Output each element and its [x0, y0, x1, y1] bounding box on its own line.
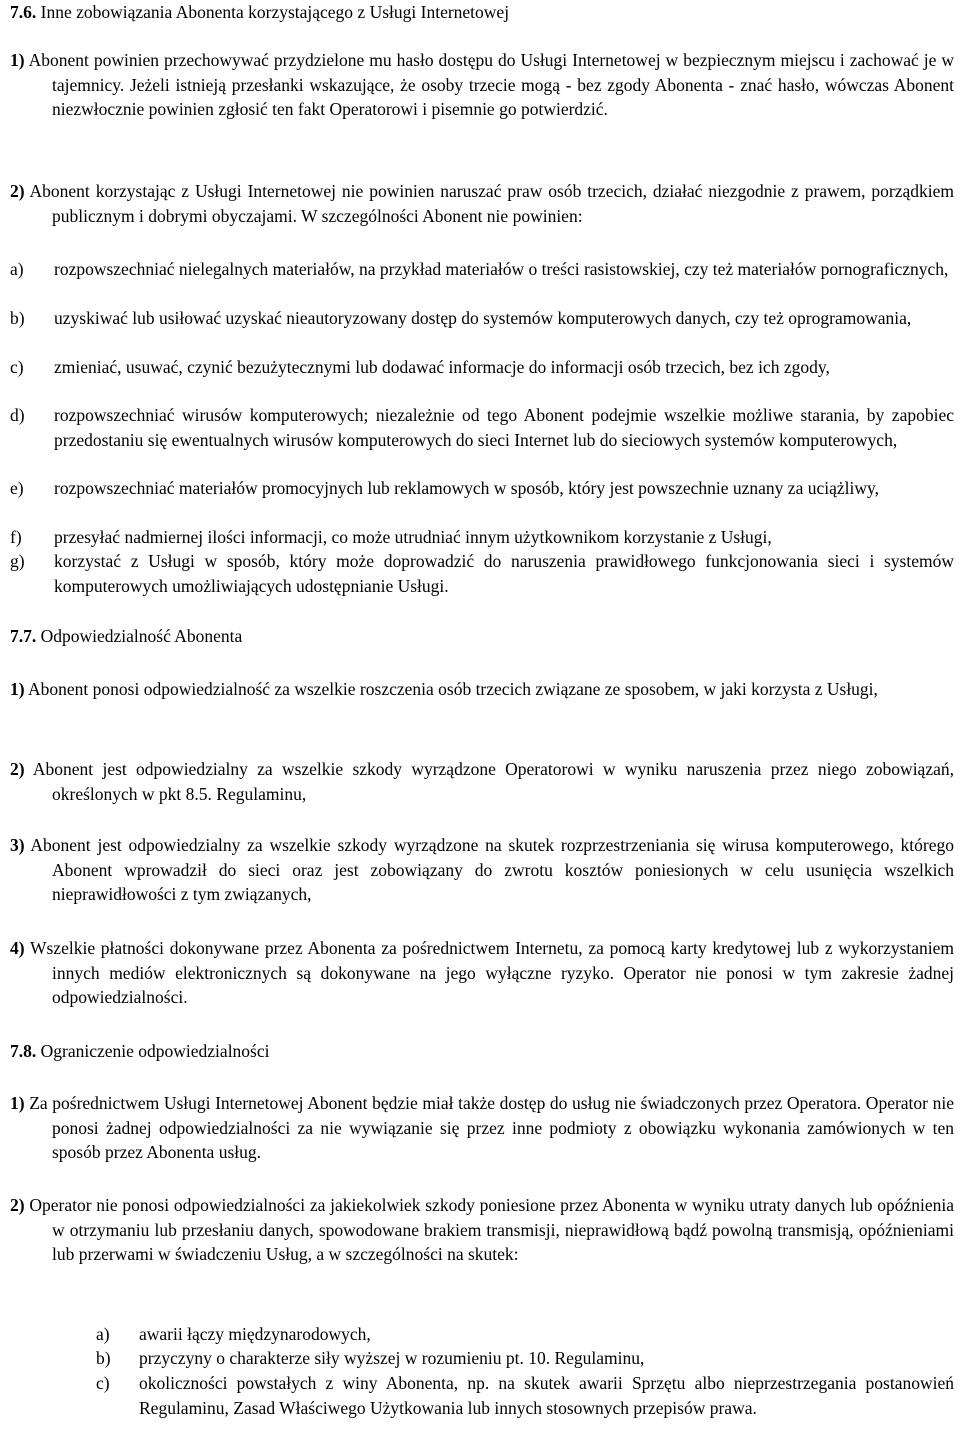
item-number: 4)	[10, 938, 25, 958]
section-heading-7-8	[10, 1039, 270, 1064]
paragraph-7-6-1	[10, 48, 954, 122]
section-number: 7.8.	[10, 1041, 37, 1061]
paragraph-7-7-4	[10, 936, 954, 1010]
item-text: Wszelkie płatności dokonywane przez Abonenta za pośrednictwem Internetu, za pomocą karty kredytowej lub z wykorzystaniem innych mediów elektronicznych są dokonywane na jego wyłączne ryzyko. Operator nie ponosi w tym zakresie żadnej odpowiedzialności.	[29, 938, 954, 1007]
list-marker: g)	[10, 551, 25, 571]
section-title: Odpowiedzialność Abonenta	[40, 626, 243, 646]
section-heading-7-6	[10, 0, 509, 25]
list-marker: d)	[10, 405, 25, 425]
item-number: 1)	[10, 679, 25, 699]
list-text: awarii łączy międzynarodowych,	[139, 1324, 371, 1344]
list-text: rozpowszechniać nielegalnych materiałów, na przykład materiałów o treści rasistowskiej, czy też materiałów pornograficznych,	[54, 259, 949, 279]
section-heading-7-7	[10, 624, 242, 649]
list-text: przyczyny o charakterze siły wyższej w rozumieniu pt. 10. Regulaminu,	[139, 1348, 645, 1368]
list-item-b	[10, 306, 954, 331]
section-title: Ograniczenie odpowiedzialności	[40, 1041, 270, 1061]
list-marker: f)	[10, 527, 22, 547]
item-number: 2)	[10, 1195, 25, 1215]
section-number: 7.6.	[10, 2, 37, 22]
list-item-a	[96, 1322, 954, 1347]
list-marker: e)	[10, 478, 24, 498]
list-item-a	[10, 257, 954, 282]
item-text: Abonent korzystając z Usługi Internetowej nie powinien naruszać praw osób trzecich, działać niezgodnie z prawem, porządkiem publicznym i dobrymi obyczajami. W szczególności Abonent nie powinien:	[29, 181, 954, 226]
list-item-e	[10, 476, 954, 501]
list-text: korzystać z Usługi w sposób, który może doprowadzić do naruszenia prawidłowego funkcjonowania sieci i systemów komputerowych umożliwiających udostępnianie Usługi.	[54, 551, 954, 596]
list-text: przesyłać nadmiernej ilości informacji, co może utrudniać innym użytkownikom korzystanie z Usługi,	[54, 527, 772, 547]
list-marker: c)	[96, 1373, 110, 1393]
paragraph-7-8-2	[10, 1193, 954, 1267]
list-marker: b)	[96, 1348, 111, 1368]
item-text: Abonent powinien przechowywać przydzielone mu hasło dostępu do Usługi Internetowej w bezpiecznym miejscu i zachować je w tajemnicy. Jeżeli istnieją przesłanki wskazujące, że osoby trzecie mogą - bez zgody Abonenta - znać hasło, wówczas Abonent niezwłocznie powinien zgłosić ten fakt Operatorowi i pisemnie go potwierdzić.	[28, 50, 954, 119]
paragraph-7-7-2	[10, 757, 954, 806]
item-number: 3)	[10, 835, 25, 855]
list-text: zmieniać, usuwać, czynić bezużytecznymi lub dodawać informacje do informacji osób trzecich, bez ich zgody,	[54, 357, 830, 377]
list-item-c	[96, 1371, 954, 1420]
item-number: 1)	[10, 50, 25, 70]
list-item-c	[10, 355, 954, 380]
paragraph-7-7-3	[10, 833, 954, 907]
paragraph-7-8-1	[10, 1091, 954, 1165]
paragraph-7-6-2	[10, 179, 954, 228]
list-marker: b)	[10, 308, 25, 328]
list-item-b	[96, 1346, 954, 1371]
list-item-f	[10, 525, 954, 550]
item-text: Abonent jest odpowiedzialny za wszelkie szkody wyrządzone na skutek rozprzestrzeniania się wirusa komputerowego, którego Abonent wprowadził do sieci oraz jest zobowiązany do zwrotu kosztów poniesionych w celu usunięcia wszelkich nieprawidłowości z tym związanych,	[30, 835, 954, 904]
list-text: okoliczności powstałych z winy Abonenta, np. na skutek awarii Sprzętu albo nieprzestrzegania postanowień Regulaminu, Zasad Właściwego Użytkowania lub innych stosownych przepisów prawa.	[139, 1373, 954, 1418]
paragraph-7-7-1	[10, 677, 954, 702]
list-text: rozpowszechniać wirusów komputerowych; niezależnie od tego Abonent podejmie wszelkie możliwe starania, by zapobiec przedostaniu się ewentualnych wirusów komputerowych do sieci Internet lub do sieciowych systemów komputerowych,	[54, 405, 954, 450]
section-number: 7.7.	[10, 626, 37, 646]
item-text: Za pośrednictwem Usługi Internetowej Abonent będzie miał także dostęp do usług nie świadczonych przez Operatora. Operator nie ponosi żadnej odpowiedzialności za nie wywiązanie się przez inne podmioty z obowiązku wykonania zamówionych w ten sposób przez Abonenta usług.	[29, 1093, 954, 1162]
section-title: Inne zobowiązania Abonenta korzystającego z Usługi Internetowej	[40, 2, 510, 22]
list-text: uzyskiwać lub usiłować uzyskać nieautoryzowany dostęp do systemów komputerowych danych, czy też oprogramowania,	[54, 308, 912, 328]
item-text: Abonent ponosi odpowiedzialność za wszelkie roszczenia osób trzecich związane ze sposobem, w jaki korzysta z Usługi,	[28, 679, 878, 699]
item-number: 2)	[10, 759, 25, 779]
item-number: 2)	[10, 181, 25, 201]
item-text: Operator nie ponosi odpowiedzialności za jakiekolwiek szkody poniesione przez Abonenta w wyniku utraty danych lub opóźnienia w otrzymaniu lub przesłaniu danych, spowodowane brakiem transmisji, nieprawidłową bądź powolną transmisją, opóźnieniami lub przerwami w świadczeniu Usług, a w szczególności na skutek:	[29, 1195, 955, 1264]
list-marker: a)	[96, 1324, 110, 1344]
list-marker: c)	[10, 357, 24, 377]
list-item-g	[10, 549, 954, 598]
list-marker: a)	[10, 259, 24, 279]
item-number: 1)	[10, 1093, 25, 1113]
list-item-d	[10, 403, 954, 452]
list-text: rozpowszechniać materiałów promocyjnych lub reklamowych w sposób, który jest powszechnie uznany za uciążliwy,	[54, 478, 879, 498]
item-text: Abonent jest odpowiedzialny za wszelkie szkody wyrządzone Operatorowi w wyniku naruszenia przez niego zobowiązań, określonych w pkt 8.5. Regulaminu,	[32, 759, 954, 804]
